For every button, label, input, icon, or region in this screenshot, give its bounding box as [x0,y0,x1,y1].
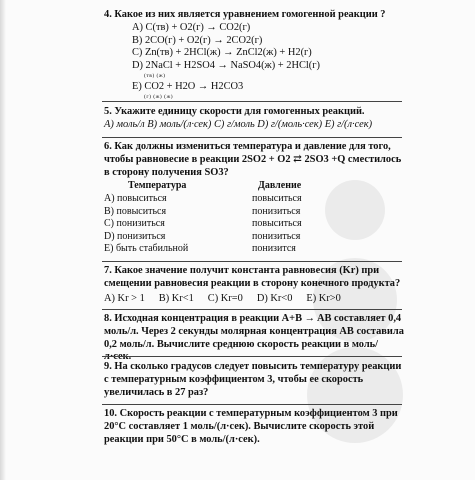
question-7 [104,265,404,305]
table-row-c-pressure: повыситься [252,218,302,230]
table-row-c-temp: C) понизиться [104,218,165,230]
question-6-title: 6. Как должны измениться температура и давление для того, чтобы равновесие в реакции 2SO2 + O2 ⇄ 2SO3 +Q сместилось в сторону получения SO3? [104,141,402,178]
divider [102,356,402,357]
divider [102,404,402,405]
question-4-option-c: C) Zn(тв) + 2HCl(ж) → ZnCl2(ж) + H2(г) [132,47,312,59]
question-4 [104,9,404,100]
question-6-table [104,180,404,256]
table-row-b-pressure: понизиться [252,205,301,217]
question-6 [104,141,404,256]
table-row-d-pressure: понизиться [252,230,301,242]
divider [102,137,402,138]
question-4-option-e: E) CO2 + H2O → H2CO3 [132,80,244,92]
question-5 [104,106,404,132]
question-5-title: 5. Укажите единицу скорости для гомогенных реакций. [104,106,365,117]
question-7-option-a: A) Kr > 1 [104,292,145,304]
question-4-option-e-phases: (г) (ж) (ж) [144,93,174,100]
question-10: 10. Скорость реакции с температурным коэффициентом 3 при 20°C составляет 1 моль/(л·сек). Вычислите скорость этой реакции при 50°C в моль/(л·сек). [104,408,398,445]
table-row-d-temp: D) понизиться [104,230,166,242]
question-7-option-d: D) Kr<0 [256,292,293,304]
table-row-b-temp: B) повыситься [104,205,167,217]
question-7-title: 7. Какое значение получит константа равновесия (Kr) при смещении равновесия реакции в сторону конечного продукта? [104,265,401,289]
table-row-a-pressure: повыситься [252,192,302,204]
question-5-options: A) моль/л B) моль/(л·сек) C) г/моль D) г/(моль·сек) E) г/(л·сек) [104,118,373,130]
table-row-e-pressure: понизится [252,243,296,255]
divider [102,261,402,262]
question-4-option-d-phases: (тв) (ж) [144,72,166,79]
table-row-e-temp: E) быть стабильной [104,243,189,255]
column-header-temperature: Температура [128,180,187,192]
question-9: 9. На сколько градусов следует повысить температуру реакции с температурным коэффициентом 3, чтобы ее скорость увеличилась в 27 раз? [104,361,402,398]
question-8: 8. Исходная концентрация в реакции A+B → AB составляет 0,4 моль/л. Через 2 секунды молярная концентрация AB составила 0,2 моль/л. Вычислите среднюю скорость реакции в моль/л·сек. [104,313,404,363]
table-row-a-temp: A) повыситься [104,192,167,204]
question-4-option-b: B) 2CO(г) + O2(г) → 2CO2(г) [132,34,263,46]
question-7-option-e: E) Kr>0 [306,292,341,304]
divider [102,101,402,102]
question-4-title: 4. Какое из них является уравнением гомогенной реакции ? [104,9,386,20]
question-7-option-c: C) Kr=0 [207,292,243,304]
column-header-pressure: Давление [258,180,302,192]
page-edge-shadow [0,0,6,480]
question-4-option-d: D) 2NaCl + H2SO4 → NaSO4(ж) + 2HCl(г) [132,60,320,72]
question-4-option-a: A) C(тв) + O2(г) → CO2(г) [132,21,251,33]
divider [102,309,402,310]
question-7-option-b: B) Kr<1 [158,292,194,304]
